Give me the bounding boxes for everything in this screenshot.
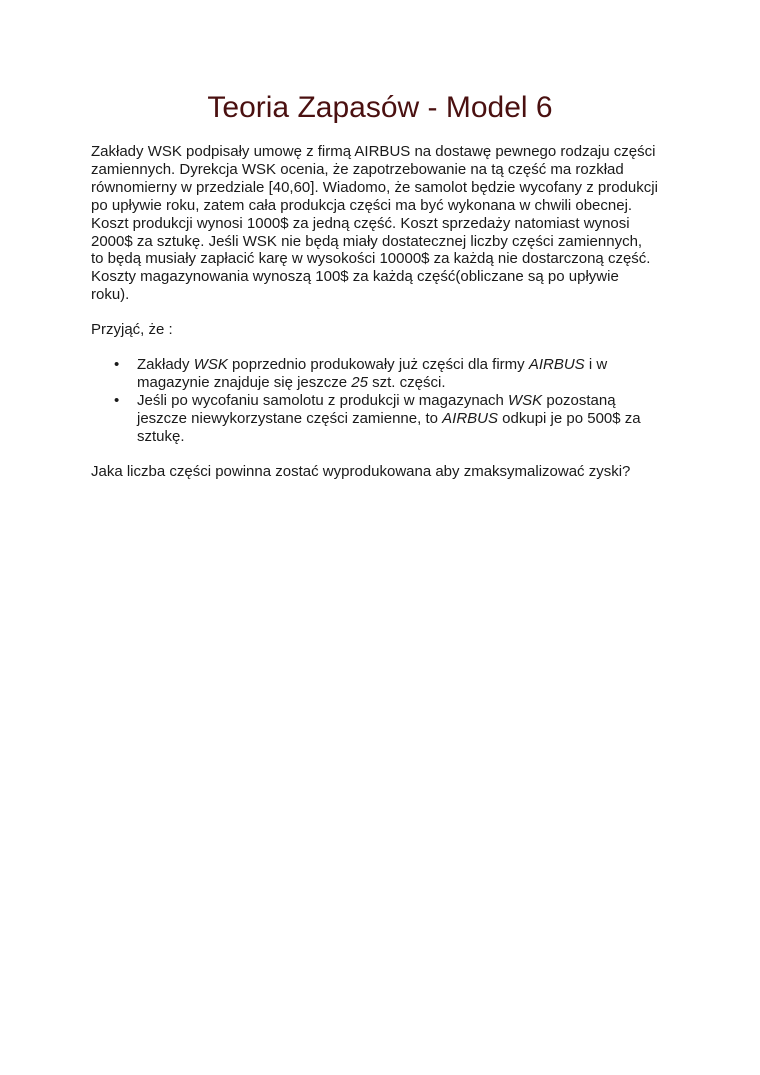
text-run: odkupi je po 500$ za	[498, 409, 641, 427]
intro-line: po upływie roku, zatem cała produkcja części ma być wykonana w chwili obecnej.	[91, 196, 633, 214]
text-run: sztukę.	[137, 427, 185, 445]
list-item	[91, 392, 681, 446]
text-run-italic: WSK	[508, 391, 543, 409]
intro-line: to będą musiały zapłacić karę w wysokości 10000$ za każdą nie dostarczoną część.	[91, 250, 651, 268]
intro-line: zamiennych. Dyrekcja WSK ocenia, że zapotrzebowanie na tą część ma rozkład	[91, 160, 624, 178]
text-run: pozostaną	[542, 391, 616, 409]
list-item	[91, 356, 681, 392]
text-run: szt. części.	[367, 373, 446, 391]
intro-line: Koszty magazynowania wynoszą 100$ za każdą część(obliczane są po upływie	[91, 268, 619, 286]
text-run: poprzednio produkowały już części dla firmy	[227, 356, 529, 374]
question-text: Jaka liczba części powinna zostać wyprodukowana aby zmaksymalizować zyski?	[91, 462, 631, 480]
text-run-italic: 25	[351, 373, 368, 391]
intro-line: Zakłady WSK podpisały umowę z firmą AIRBUS na dostawę pewnego rodzaju części	[91, 143, 656, 160]
intro-line: równomierny w przedziale [40,60]. Wiadomo, że samolot będzie wycofany z produkcji	[91, 178, 658, 196]
intro-line: 2000$ za sztukę. Jeśli WSK nie będą miały dostatecznej liczby części zamiennych,	[91, 232, 643, 250]
document-title: Teoria Zapasów - Model 6	[207, 91, 553, 124]
intro-paragraph	[91, 143, 681, 304]
intro-line: Koszt produkcji wynosi 1000$ za jedną część. Koszt sprzedaży natomiast wynosi	[91, 214, 630, 232]
document-body	[91, 143, 681, 481]
intro-line: roku).	[91, 286, 130, 304]
text-run: Zakłady	[137, 356, 194, 374]
text-run: i w	[584, 356, 608, 374]
text-run: jeszcze niewykorzystane części zamienne, to	[137, 409, 443, 427]
bullet-icon: •	[114, 356, 120, 374]
text-run-italic: AIRBUS	[442, 409, 498, 427]
text-run-italic: AIRBUS	[528, 356, 585, 374]
text-run: Jeśli po wycofaniu samolotu z produkcji w magazynach	[137, 391, 509, 409]
bullet-icon: •	[114, 391, 120, 409]
text-run: magazynie znajduje się jeszcze	[137, 373, 352, 391]
assume-label: Przyjąć, że :	[91, 321, 173, 339]
text-run-italic: WSK	[193, 356, 228, 374]
assumptions-list	[91, 356, 681, 446]
